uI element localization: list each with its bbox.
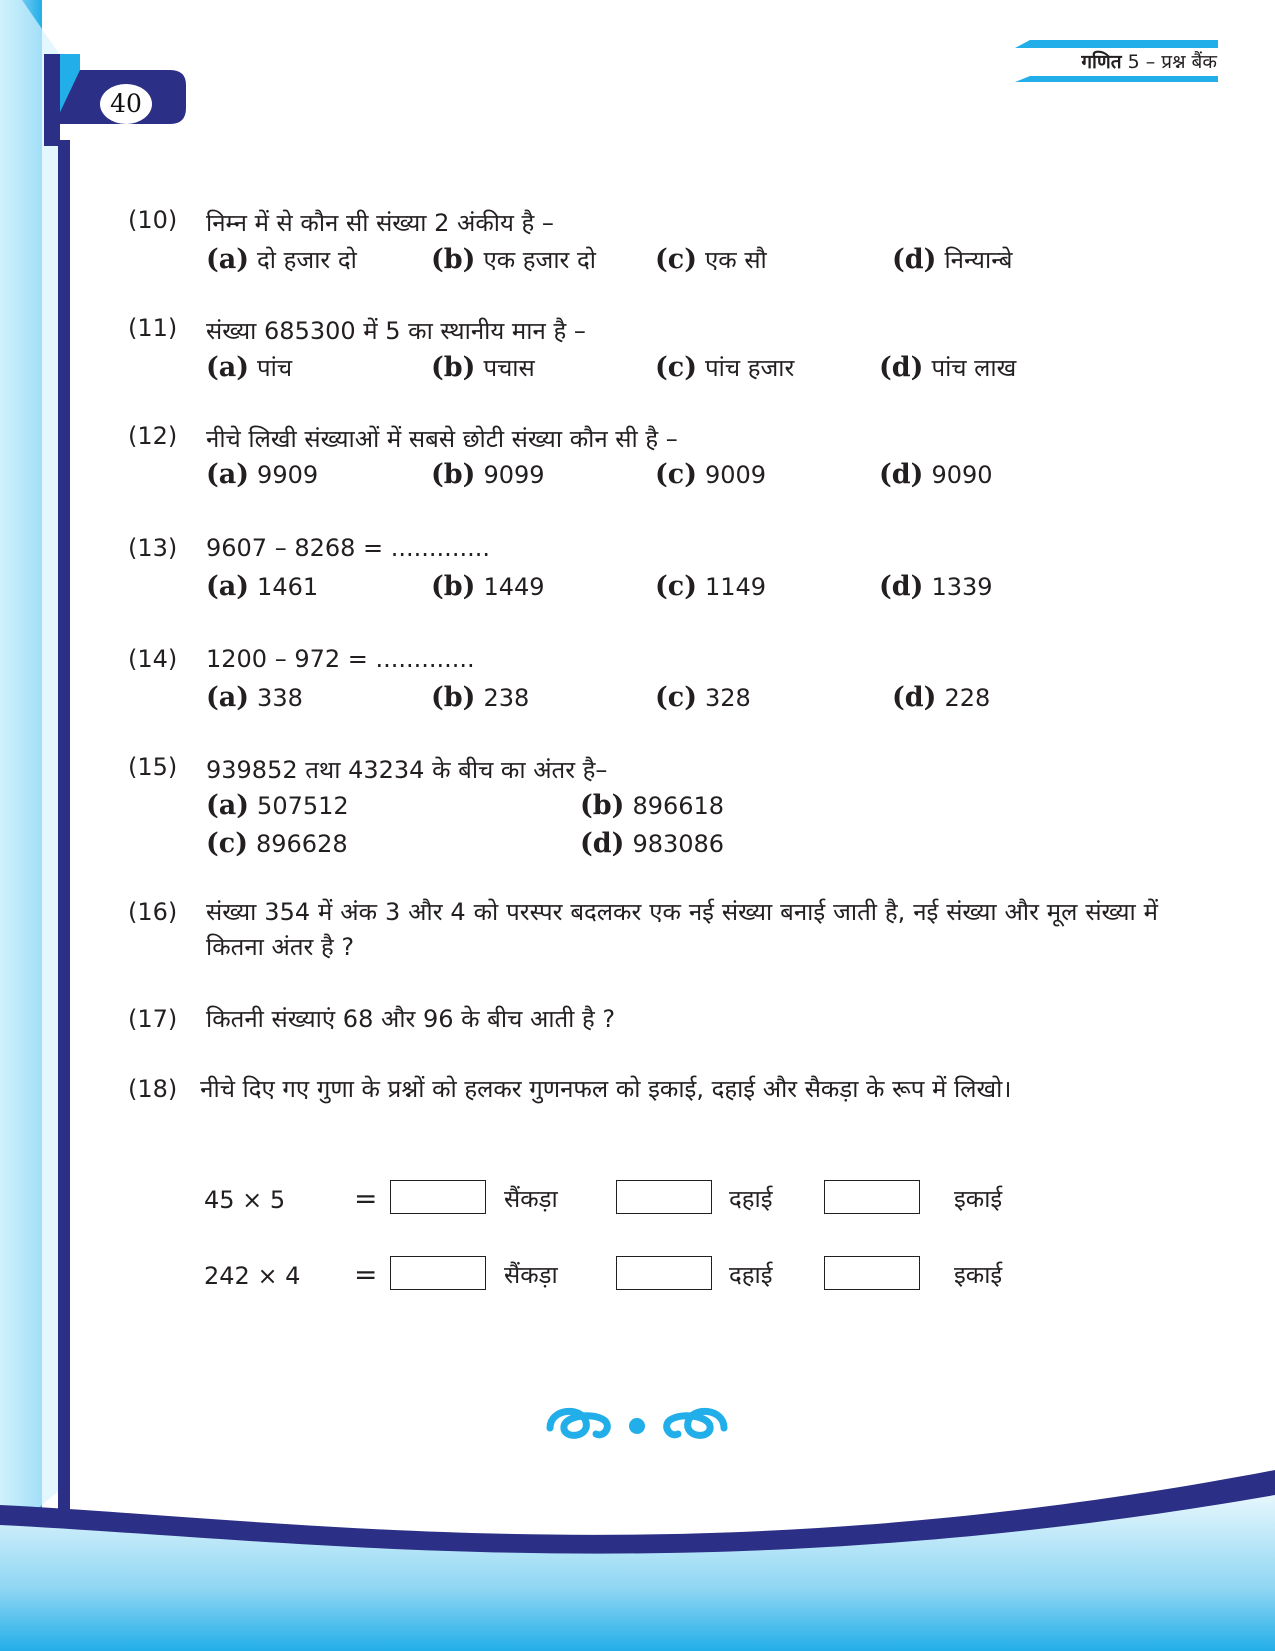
tens-answer-box[interactable] (616, 1256, 712, 1290)
option-a: (a) 1461 (206, 571, 319, 602)
question-18 (128, 1072, 1158, 1152)
question-number: (12) (128, 422, 178, 450)
ornament-icon (542, 1398, 732, 1446)
options (206, 790, 1106, 870)
hundreds-answer-box[interactable] (390, 1180, 486, 1214)
equals-sign: = (354, 1182, 378, 1215)
hundreds-answer-box[interactable] (390, 1256, 486, 1290)
option-d: (d) निन्यान्बे (892, 244, 1013, 275)
question-stem: 9607 – 8268 = ............. (206, 534, 490, 562)
question-text: कितनी संख्याएं 68 और 96 के बीच आती है ? (206, 1005, 616, 1033)
option-b: (b) 1449 (431, 571, 545, 602)
option-c: (c) एक सौ (655, 244, 767, 275)
tens-answer-box[interactable] (616, 1180, 712, 1214)
ones-answer-box[interactable] (824, 1256, 920, 1290)
question-number: (15) (128, 753, 178, 781)
option-d: (d) 983086 (580, 828, 725, 859)
ones-label: इकाई (954, 1185, 1003, 1213)
question-number: (13) (128, 534, 178, 562)
running-head (1081, 48, 1217, 74)
options (206, 571, 1106, 611)
option-c: (c) पांच हजार (655, 352, 795, 383)
option-c: (c) 328 (655, 682, 751, 713)
question-stem: 1200 – 972 = ............. (206, 645, 475, 673)
ones-answer-box[interactable] (824, 1180, 920, 1214)
option-a: (a) पांच (206, 352, 293, 383)
option-a: (a) 507512 (206, 790, 349, 821)
question-number: (14) (128, 645, 178, 673)
multiplication-expression: 242 × 4 (204, 1262, 301, 1290)
question-number: (16) (128, 898, 178, 926)
question-stem: संख्या 685300 में 5 का स्थानीय मान है – (206, 317, 586, 345)
option-b: (b) एक हजार दो (431, 244, 596, 275)
option-d: (d) 9090 (879, 459, 993, 490)
option-c: (c) 896628 (206, 828, 348, 859)
options (206, 682, 1106, 722)
left-navy-bar (58, 140, 70, 1510)
option-c: (c) 1149 (655, 571, 767, 602)
option-d: (d) 1339 (879, 571, 993, 602)
option-a: (a) 338 (206, 682, 303, 713)
question-number: (11) (128, 314, 178, 342)
option-b: (b) पचास (431, 352, 535, 383)
page-number: 40 (100, 84, 152, 124)
option-b: (b) 238 (431, 682, 530, 713)
multiplication-expression: 45 × 5 (204, 1186, 286, 1214)
ones-label: इकाई (954, 1261, 1003, 1289)
option-a: (a) 9909 (206, 459, 319, 490)
hundreds-label: सैंकड़ा (504, 1261, 558, 1289)
option-c: (c) 9009 (655, 459, 767, 490)
question-17 (128, 1002, 1158, 1042)
question-stem: निम्न में से कौन सी संख्या 2 अंकीय है – (206, 209, 554, 237)
options (206, 459, 1106, 499)
options (206, 243, 1106, 283)
option-b: (b) 896618 (580, 790, 725, 821)
question-number: (17) (128, 1005, 178, 1033)
option-a: (a) दो हजार दो (206, 244, 357, 275)
question-text: संख्या 354 में अंक 3 और 4 को परस्पर बदलकर एक नई संख्या बनाई जाती है, नई संख्या और मूल संख्या में कितना अंतर है ? (206, 898, 1158, 961)
multiplication-row (204, 1180, 1044, 1220)
multiplication-row (204, 1256, 1044, 1296)
question-stem: 939852 तथा 43234 के बीच का अंतर है– (206, 756, 608, 784)
option-d: (d) पांच लाख (879, 352, 1017, 383)
equals-sign: = (354, 1258, 378, 1291)
class-number: 5 (1127, 51, 1140, 73)
hundreds-label: सैंकड़ा (504, 1185, 558, 1213)
header-rule (1015, 40, 1218, 48)
question-stem: नीचे लिखी संख्याओं में सबसे छोटी संख्या कौन सी है – (206, 425, 678, 453)
option-b: (b) 9099 (431, 459, 545, 490)
question-number: (10) (128, 206, 178, 234)
tens-label: दहाई (729, 1261, 773, 1289)
options (206, 351, 1106, 391)
question-text: (18) नीचे दिए गए गुणा के प्रश्नों को हलकर गुणनफल को इकाई, दहाई और सैकड़ा के रूप में लिखो। (128, 1075, 1012, 1103)
book-title: – प्रश्न बैंक (1145, 51, 1217, 73)
question-16 (128, 895, 1158, 975)
tens-label: दहाई (729, 1185, 773, 1213)
subject: गणित (1081, 51, 1122, 73)
option-d: (d) 228 (892, 682, 991, 713)
